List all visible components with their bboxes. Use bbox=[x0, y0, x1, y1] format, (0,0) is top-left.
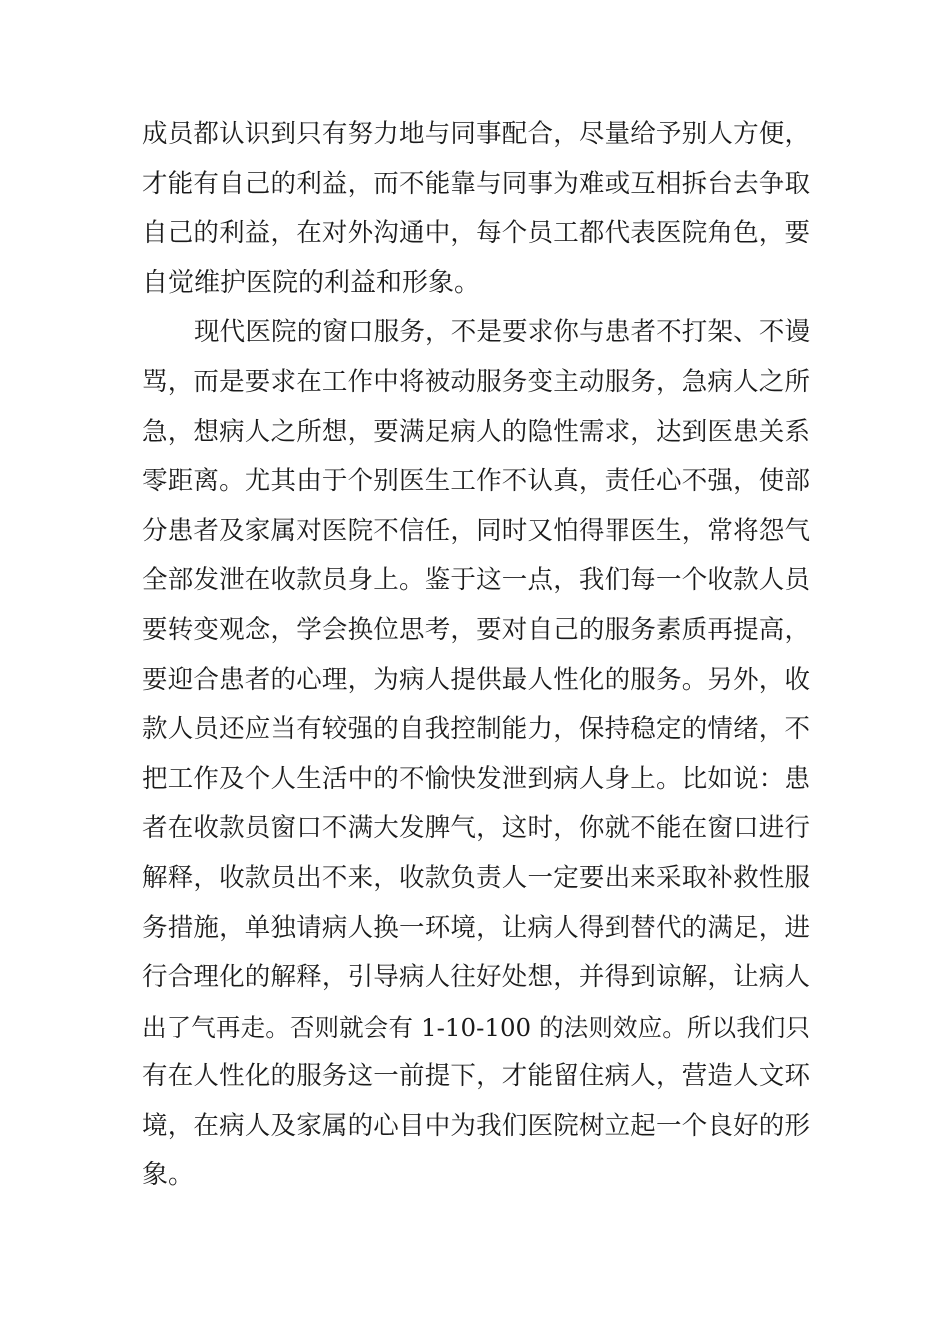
text-line: 解释，收款员出不来，收款负责人一定要出来采取补救性服 bbox=[142, 862, 810, 893]
text-line: 款人员还应当有较强的自我控制能力，保持稳定的情绪，不 bbox=[142, 714, 810, 745]
text-line: 境，在病人及家属的心目中为我们医院树立起一个良好的形 bbox=[142, 1110, 810, 1141]
text-line: 把工作及个人生活中的不愉快发泄到病人身上。比如说：患 bbox=[142, 763, 810, 794]
text-line: 分患者及家属对医院不信任，同时又怕得罪医生，常将怨气 bbox=[142, 515, 810, 546]
text-line: 务措施，单独请病人换一环境，让病人得到替代的满足，进 bbox=[142, 912, 810, 943]
text-line: 全部发泄在收款员身上。鉴于这一点，我们每一个收款人员 bbox=[142, 565, 810, 596]
text-line: 成员都认识到只有努力地与同事配合，尽量给予别人方便， bbox=[142, 119, 810, 149]
paragraph-1 bbox=[142, 110, 810, 308]
text-line: 者在收款员窗口不满大发脾气，这时，你就不能在窗口进行 bbox=[142, 813, 810, 844]
text-line: 零距离。尤其由于个别医生工作不认真，责任心不强，使部 bbox=[142, 466, 810, 497]
text-line: 自觉维护医院的利益和形象。 bbox=[142, 267, 481, 298]
text-line: 行合理化的解释，引导病人往好处想，并得到谅解，让病人 bbox=[142, 962, 810, 993]
text-line: 现代医院的窗口服务，不是要求你与患者不打架、不谩 bbox=[194, 317, 810, 348]
text-line: 自己的利益，在对外沟通中，每个员工都代表医院角色，要 bbox=[142, 218, 810, 249]
text-line: 出了气再走。否则就会有 1-10-100 的法则效应。所以我们只 bbox=[142, 1012, 810, 1042]
body-text bbox=[142, 110, 810, 1201]
text-line: 象。 bbox=[142, 1160, 195, 1191]
paragraph-2 bbox=[142, 308, 810, 1201]
text-line: 骂，而是要求在工作中将被动服务变主动服务，急病人之所 bbox=[142, 366, 810, 397]
text-line: 要转变观念，学会换位思考，要对自己的服务素质再提高， bbox=[142, 614, 810, 645]
text-line: 急，想病人之所想，要满足病人的隐性需求，达到医患关系 bbox=[142, 416, 810, 447]
text-line: 要迎合患者的心理，为病人提供最人性化的服务。另外，收 bbox=[142, 664, 810, 695]
text-line: 才能有自己的利益，而不能靠与同事为难或互相拆台去争取 bbox=[142, 168, 810, 199]
text-line: 有在人性化的服务这一前提下，才能留住病人，营造人文环 bbox=[142, 1061, 810, 1092]
